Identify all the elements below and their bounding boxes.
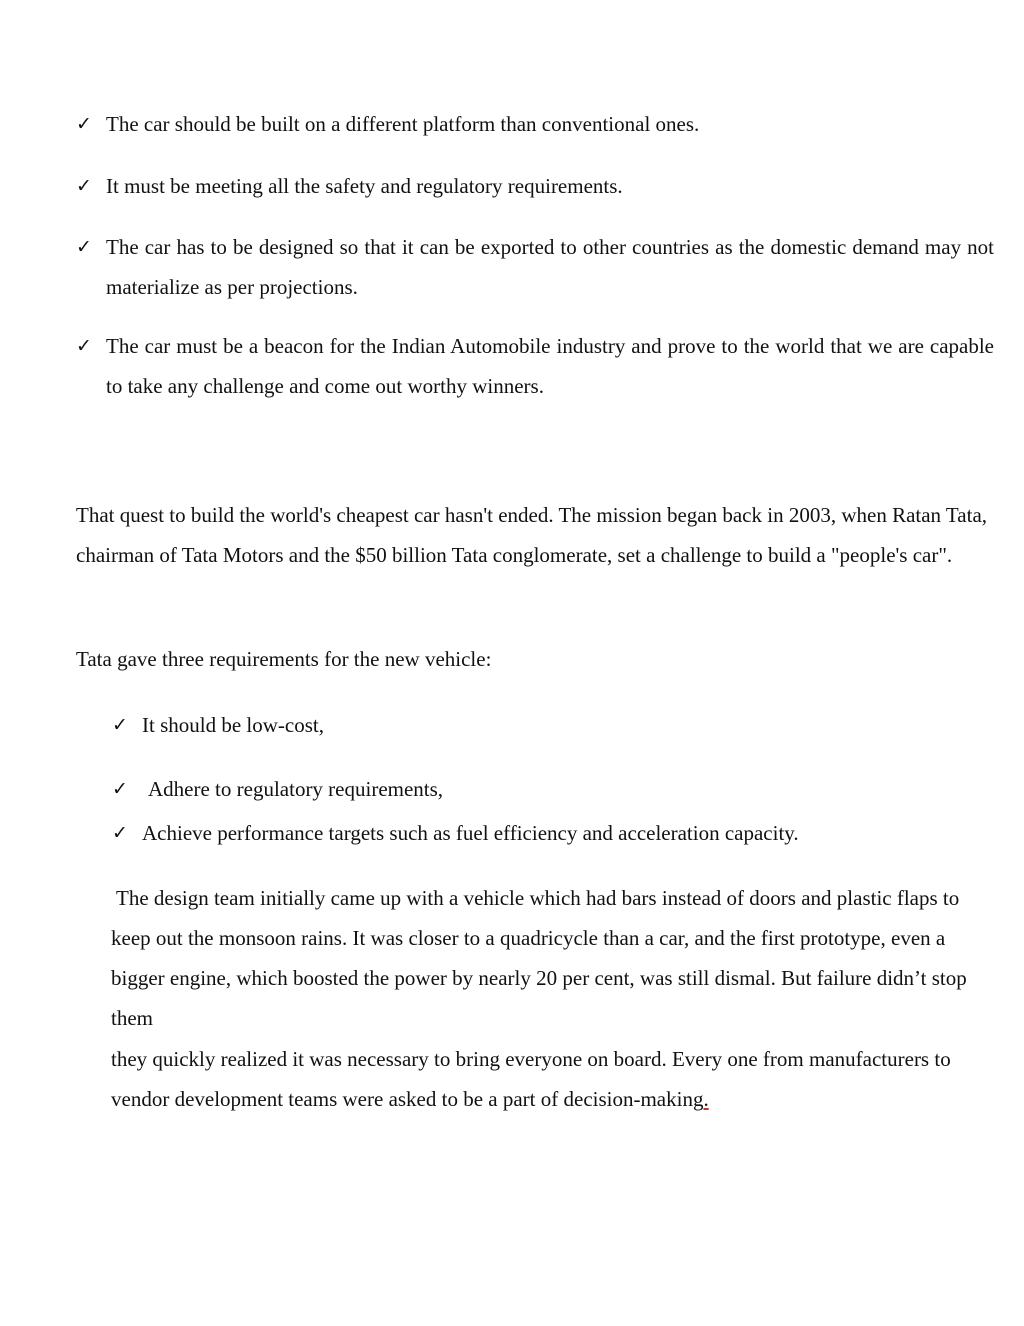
paragraph-design: The design team initially came up with a vehicle which had bars instead of doors and plastic flaps to keep out the monsoon rains. It was closer to a quadricycle than a car, and the first prototype, even a bigger engine, which boosted the power by nearly 20 per cent, was still dismal. But failure didn’t stop them	[111, 886, 967, 1030]
list-item	[112, 769, 992, 809]
checkmark-icon: ✓	[112, 822, 128, 844]
list-item	[112, 705, 992, 745]
checkmark-icon: ✓	[76, 335, 92, 357]
bullet-text: It must be meeting all the safety and regulatory requirements.	[106, 174, 623, 198]
bullet-text: The car has to be designed so that it can be exported to other countries as the domestic demand may not materialize as per projections.	[106, 235, 994, 299]
list-item	[76, 326, 994, 406]
bullet-text: The car should be built on a different platform than conventional ones.	[106, 112, 700, 136]
paragraph-requirements-intro: Tata gave three requirements for the new vehicle:	[76, 647, 492, 671]
checkmark-icon: ✓	[76, 175, 92, 197]
list-item	[76, 104, 994, 144]
bullet-text: The car must be a beacon for the Indian Automobile industry and prove to the world that we are capable to take any challenge and come out worthy winners.	[106, 334, 994, 398]
paragraph-quest: That quest to build the world's cheapest car hasn't ended. The mission began back in 2003, when Ratan Tata, chairman of Tata Motors and the $50 billion Tata conglomerate, set a challenge to build a "people's car".	[76, 503, 988, 567]
checkmark-icon: ✓	[76, 236, 92, 258]
list-item	[76, 166, 994, 206]
requirement-text: Adhere to regulatory requirements,	[148, 777, 444, 801]
checkmark-icon: ✓	[112, 778, 128, 800]
list-item	[76, 227, 994, 307]
paragraph-design-continued	[111, 1039, 994, 1119]
list-item	[112, 813, 992, 853]
requirement-text: It should be low-cost,	[142, 713, 324, 737]
paragraph-end-period: .	[703, 1087, 709, 1111]
checkmark-icon: ✓	[76, 113, 92, 135]
paragraph-design-continued-text: they quickly realized it was necessary to bring everyone on board. Every one from manufacturers to vendor development teams were asked to be a part of decision-making	[111, 1047, 951, 1111]
checkmark-icon: ✓	[112, 714, 128, 736]
requirement-text: Achieve performance targets such as fuel efficiency and acceleration capacity.	[142, 821, 799, 845]
